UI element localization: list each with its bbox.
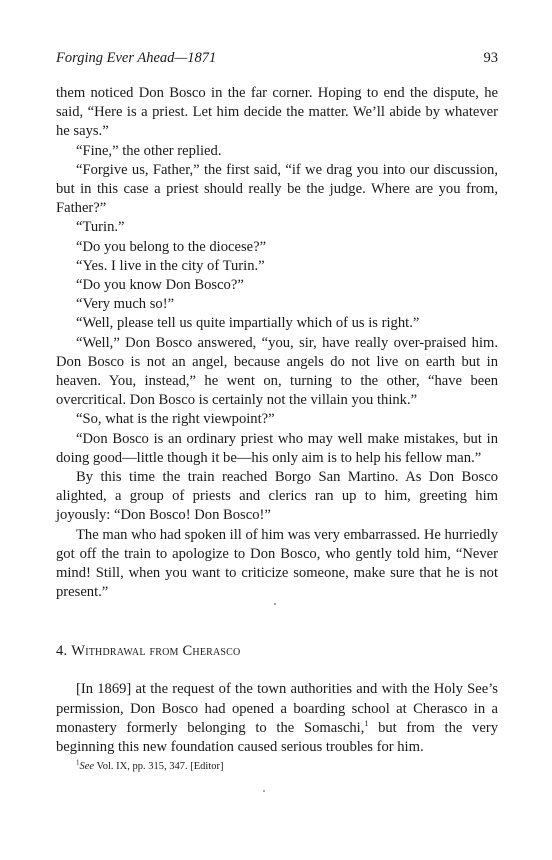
footnote-marker: 1 <box>76 758 80 767</box>
book-page <box>56 50 498 774</box>
section-paragraph <box>56 680 498 757</box>
body-paragraph: “Forgive us, Father,” the first said, “if we drag you into our discussion, but in this case a priest should really be the judge. Where are you from, Father?” <box>56 161 498 217</box>
body-paragraph: “Do you belong to the diocese?” <box>76 238 267 255</box>
body-paragraph: “Well,” Don Bosco answered, “you, sir, have really over-praised him. Don Bosco is not an angel, because angels do not live on earth but in heaven. You, instead,” he went on, turning to the other, “have been overcritical. Don Bosco is certainly not the villain you think.” <box>56 334 498 409</box>
running-head-title: Forging Ever Ahead—1871 <box>56 50 217 66</box>
footnote-see: See <box>79 761 95 773</box>
body-paragraph: “So, what is the right viewpoint?” <box>76 411 275 428</box>
body-paragraph: By this time the train reached Borgo San Martino. As Don Bosco alighted, a group of priests and clerics ran up to him, greeting him joyously: “Don Bosco! Don Bosco!” <box>56 469 498 524</box>
print-speck <box>263 790 265 792</box>
body-paragraph: “Don Bosco is an ordinary priest who may well make mistakes, but in doing good—little though it be—his only aim is to help his fellow man.” <box>56 430 498 466</box>
footnote-reference[interactable]: 1 <box>364 719 369 729</box>
footnote <box>56 760 498 774</box>
page-number: 93 <box>483 50 498 66</box>
footnote-text: Vol. IX, pp. 315, 347. [Editor] <box>94 761 224 773</box>
body-paragraph: “Do you know Don Bosco?” <box>76 277 244 294</box>
section-title: Withdrawal from Cherasco <box>71 643 241 660</box>
body-paragraph: them noticed Don Bosco in the far corner. Hoping to end the dispute, he said, “Here is a priest. Let him decide the matter. We’ll abide by whatever he says.” <box>56 85 498 140</box>
body-paragraph: “Yes. I live in the city of Turin.” <box>76 257 265 274</box>
section-body <box>56 680 498 757</box>
body-paragraph: “Fine,” the other replied. <box>76 142 222 159</box>
print-speck <box>274 603 276 605</box>
body-paragraph: “Well, please tell us quite impartially which of us is right.” <box>76 315 420 332</box>
body-paragraph: “Very much so!” <box>76 296 175 313</box>
body-text <box>56 84 498 602</box>
running-head <box>56 50 498 74</box>
section-heading <box>56 642 498 661</box>
body-paragraph: The man who had spoken ill of him was very embarrassed. He hurriedly got off the train to apologize to Don Bosco, who gently told him, “Never mind! Still, when you want to criticize someone, make sure that he is not present.” <box>56 526 498 601</box>
section-number: 4. <box>56 643 68 660</box>
section-paragraph-continued: but from the very beginning this new foundation caused serious troubles for him. <box>56 719 498 756</box>
section-paragraph-text: [In 1869] at the request of the town authorities and with the Holy See’s permission, Don Bosco had opened a boarding school at Cherasco in a monastery formerly belonging to the Somaschi, <box>56 681 498 736</box>
body-paragraph: “Turin.” <box>76 219 125 236</box>
